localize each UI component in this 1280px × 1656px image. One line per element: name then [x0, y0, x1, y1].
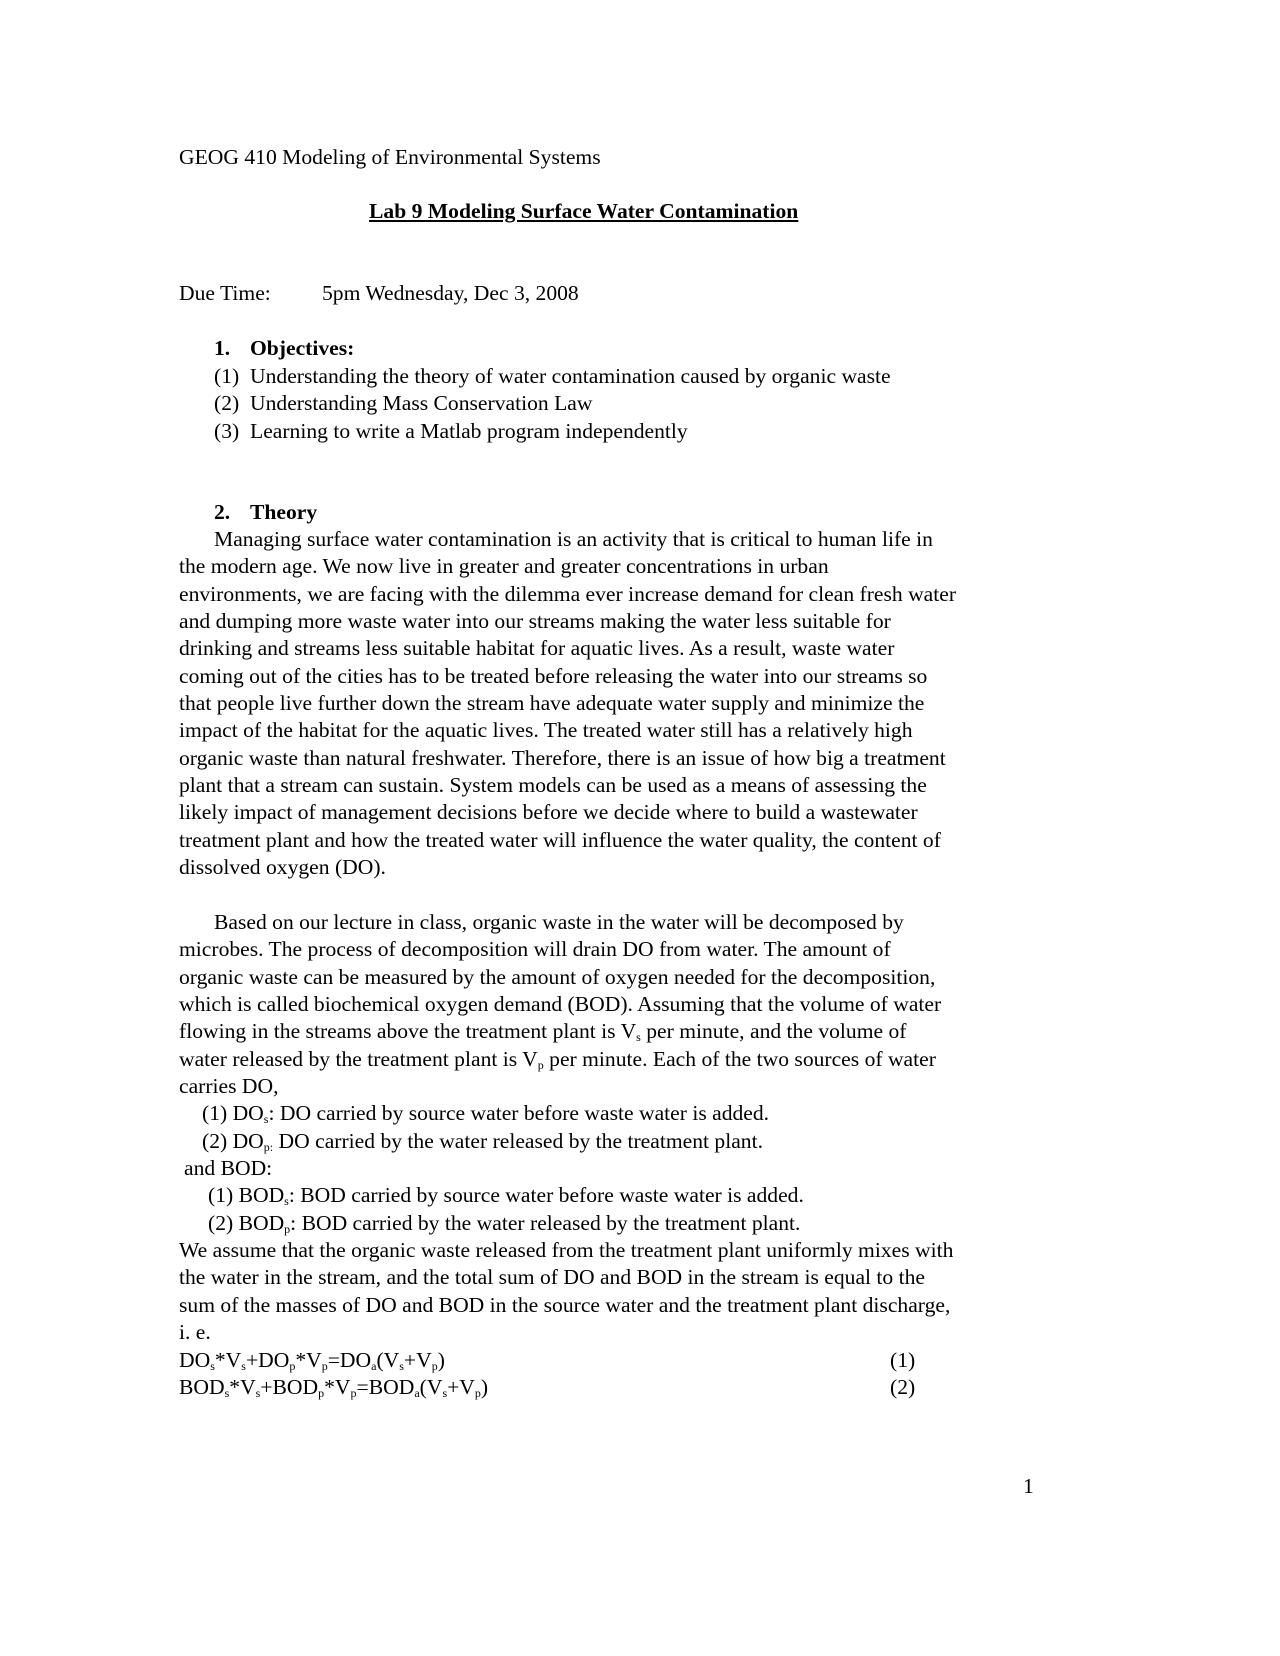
text-line: environments, we are facing with the dilemma ever increase demand for clean fresh water [179, 581, 957, 606]
objective-text: Learning to write a Matlab program independently [250, 418, 688, 443]
do-item: (2) $DO_{p:}$ DO carried by the water released by the treatment plant. [202, 1128, 763, 1154]
text-line: coming out of the cities has to be treated before releasing the water into our streams so [179, 663, 928, 688]
objectives-heading: Objectives: [250, 336, 355, 360]
equation-subscript: p [289, 1358, 296, 1373]
due-label: Due Time: [179, 281, 271, 305]
objective-item [214, 363, 891, 390]
text-line: organic waste can be measured by the amount of oxygen needed for the decomposition, [179, 964, 936, 989]
objective-item [214, 390, 891, 417]
equation-subscript: s [224, 1385, 230, 1400]
objective-num: (2) [214, 391, 240, 416]
text-line: impact of the habitat for the aquatic lives. The treated water still has a relatively high [179, 718, 913, 743]
text-line: the water in the stream, and the total sum of DO and BOD in the stream is equal to the [179, 1265, 925, 1290]
bod-item: (2) $BOD_p$: BOD carried by the water released by the treatment plant. [208, 1210, 801, 1236]
equation-term: BOD [179, 1374, 225, 1399]
lab-title: Lab 9 Modeling Surface Water Contamination [369, 199, 799, 223]
text-line: Managing surface water contamination is an activity that is critical to human life in [214, 527, 933, 551]
equation-term: +V [403, 1347, 432, 1372]
equation-subscript: s [255, 1385, 261, 1400]
equation-term: +BOD [260, 1374, 319, 1399]
equation-term: +V [447, 1374, 475, 1399]
objectives-number: 1. [214, 336, 231, 360]
equation-term: DO [179, 1347, 211, 1372]
text-line: carries DO, [179, 1074, 279, 1099]
equation-1 [179, 1347, 953, 1374]
text-line: which is called biochemical oxygen demand (BOD). Assuming that the volume of water [179, 992, 942, 1017]
text-line: the modern age. We now live in greater and greater concentrations in urban [179, 554, 829, 579]
theory-heading: Theory [250, 500, 318, 524]
page-number: 1 [1023, 1474, 1034, 1498]
do-item: (1) $DO_s$: DO carried by source water before waste water is added. [202, 1101, 770, 1127]
theory-paragraph-2 [179, 909, 953, 1401]
equation-subscript: p [321, 1358, 328, 1373]
theory-number: 2. [214, 500, 231, 524]
objective-num: (1) [214, 364, 240, 388]
equation-term: *V [229, 1374, 256, 1399]
equation-subscript: p [431, 1358, 438, 1373]
equation-term: (V [376, 1347, 400, 1372]
equation-term: =DO [327, 1347, 372, 1372]
equation-term: ) [480, 1374, 489, 1399]
bod-item: (1) $BOD_s$: BOD carried by source water before waste water is added. [208, 1183, 804, 1209]
text-line: that people live further down the stream have adequate water supply and minimize the [179, 691, 925, 716]
text-line: treatment plant and how the treated water will influence the water quality, the content of [179, 827, 941, 852]
text-line: Based on our lecture in class, organic waste in the water will be decomposed by [214, 910, 904, 934]
equation-term: *V [295, 1347, 322, 1372]
objective-item [214, 418, 891, 445]
text-line: flowing in the streams above the treatment plant is $V_s$ per minute, and the volume of [179, 1019, 907, 1045]
objective-num: (3) [214, 418, 240, 443]
equation-subscript: s [399, 1358, 404, 1373]
equation-subscript: a [414, 1385, 420, 1400]
equation-subscript: s [241, 1358, 246, 1373]
equation-term: *V [324, 1374, 351, 1399]
objective-text: Understanding the theory of water contamination caused by organic waste [250, 364, 891, 388]
equation-term: (V [419, 1374, 443, 1399]
text-line: water released by the treatment plant is $V_p$ per minute. Each of the two sources of water [179, 1046, 936, 1072]
objective-text: Understanding Mass Conservation Law [250, 391, 593, 416]
equation-number: (1) [890, 1347, 916, 1372]
equation-subscript: p [474, 1385, 481, 1400]
equation-subscript: s [442, 1385, 448, 1400]
text-line: and BOD: [184, 1156, 273, 1181]
text-line: dissolved oxygen (DO). [179, 855, 386, 880]
text-line: microbes. The process of decomposition will drain DO from water. The amount of [179, 937, 891, 962]
text-line: i. e. [179, 1320, 211, 1345]
equation-term: *V [214, 1347, 242, 1372]
equation-subscript: p [318, 1385, 325, 1400]
equation-term: +DO [245, 1347, 290, 1372]
equation-2 [179, 1374, 953, 1401]
text-line: plant that a stream can sustain. System models can be used as a means of assessing the [179, 773, 927, 798]
text-line: organic waste than natural freshwater. Therefore, there is an issue of how big a treatment [179, 745, 946, 770]
text-line: and dumping more waste water into our streams making the water less suitable for [179, 609, 891, 634]
text-line: We assume that the organic waste released from the treatment plant uniformly mixes with [179, 1238, 954, 1263]
theory-paragraph-1 [179, 526, 956, 881]
equation-term: ) [437, 1347, 445, 1372]
text-line: sum of the masses of DO and BOD in the source water and the treatment plant discharge, [179, 1292, 951, 1317]
equation-subscript: s [210, 1358, 215, 1373]
equation-subscript: a [371, 1358, 377, 1373]
objective-list [214, 363, 891, 445]
equation-subscript: p [350, 1385, 357, 1400]
course-header: GEOG 410 Modeling of Environmental Systems [179, 145, 601, 169]
text-line: drinking and streams less suitable habitat for aquatic lives. As a result, waste water [179, 636, 895, 661]
equation-term: =BOD [356, 1374, 415, 1399]
text-line: likely impact of management decisions before we decide where to build a wastewater [179, 800, 918, 825]
due-value: 5pm Wednesday, Dec 3, 2008 [322, 281, 579, 305]
equation-number: (2) [890, 1374, 916, 1399]
